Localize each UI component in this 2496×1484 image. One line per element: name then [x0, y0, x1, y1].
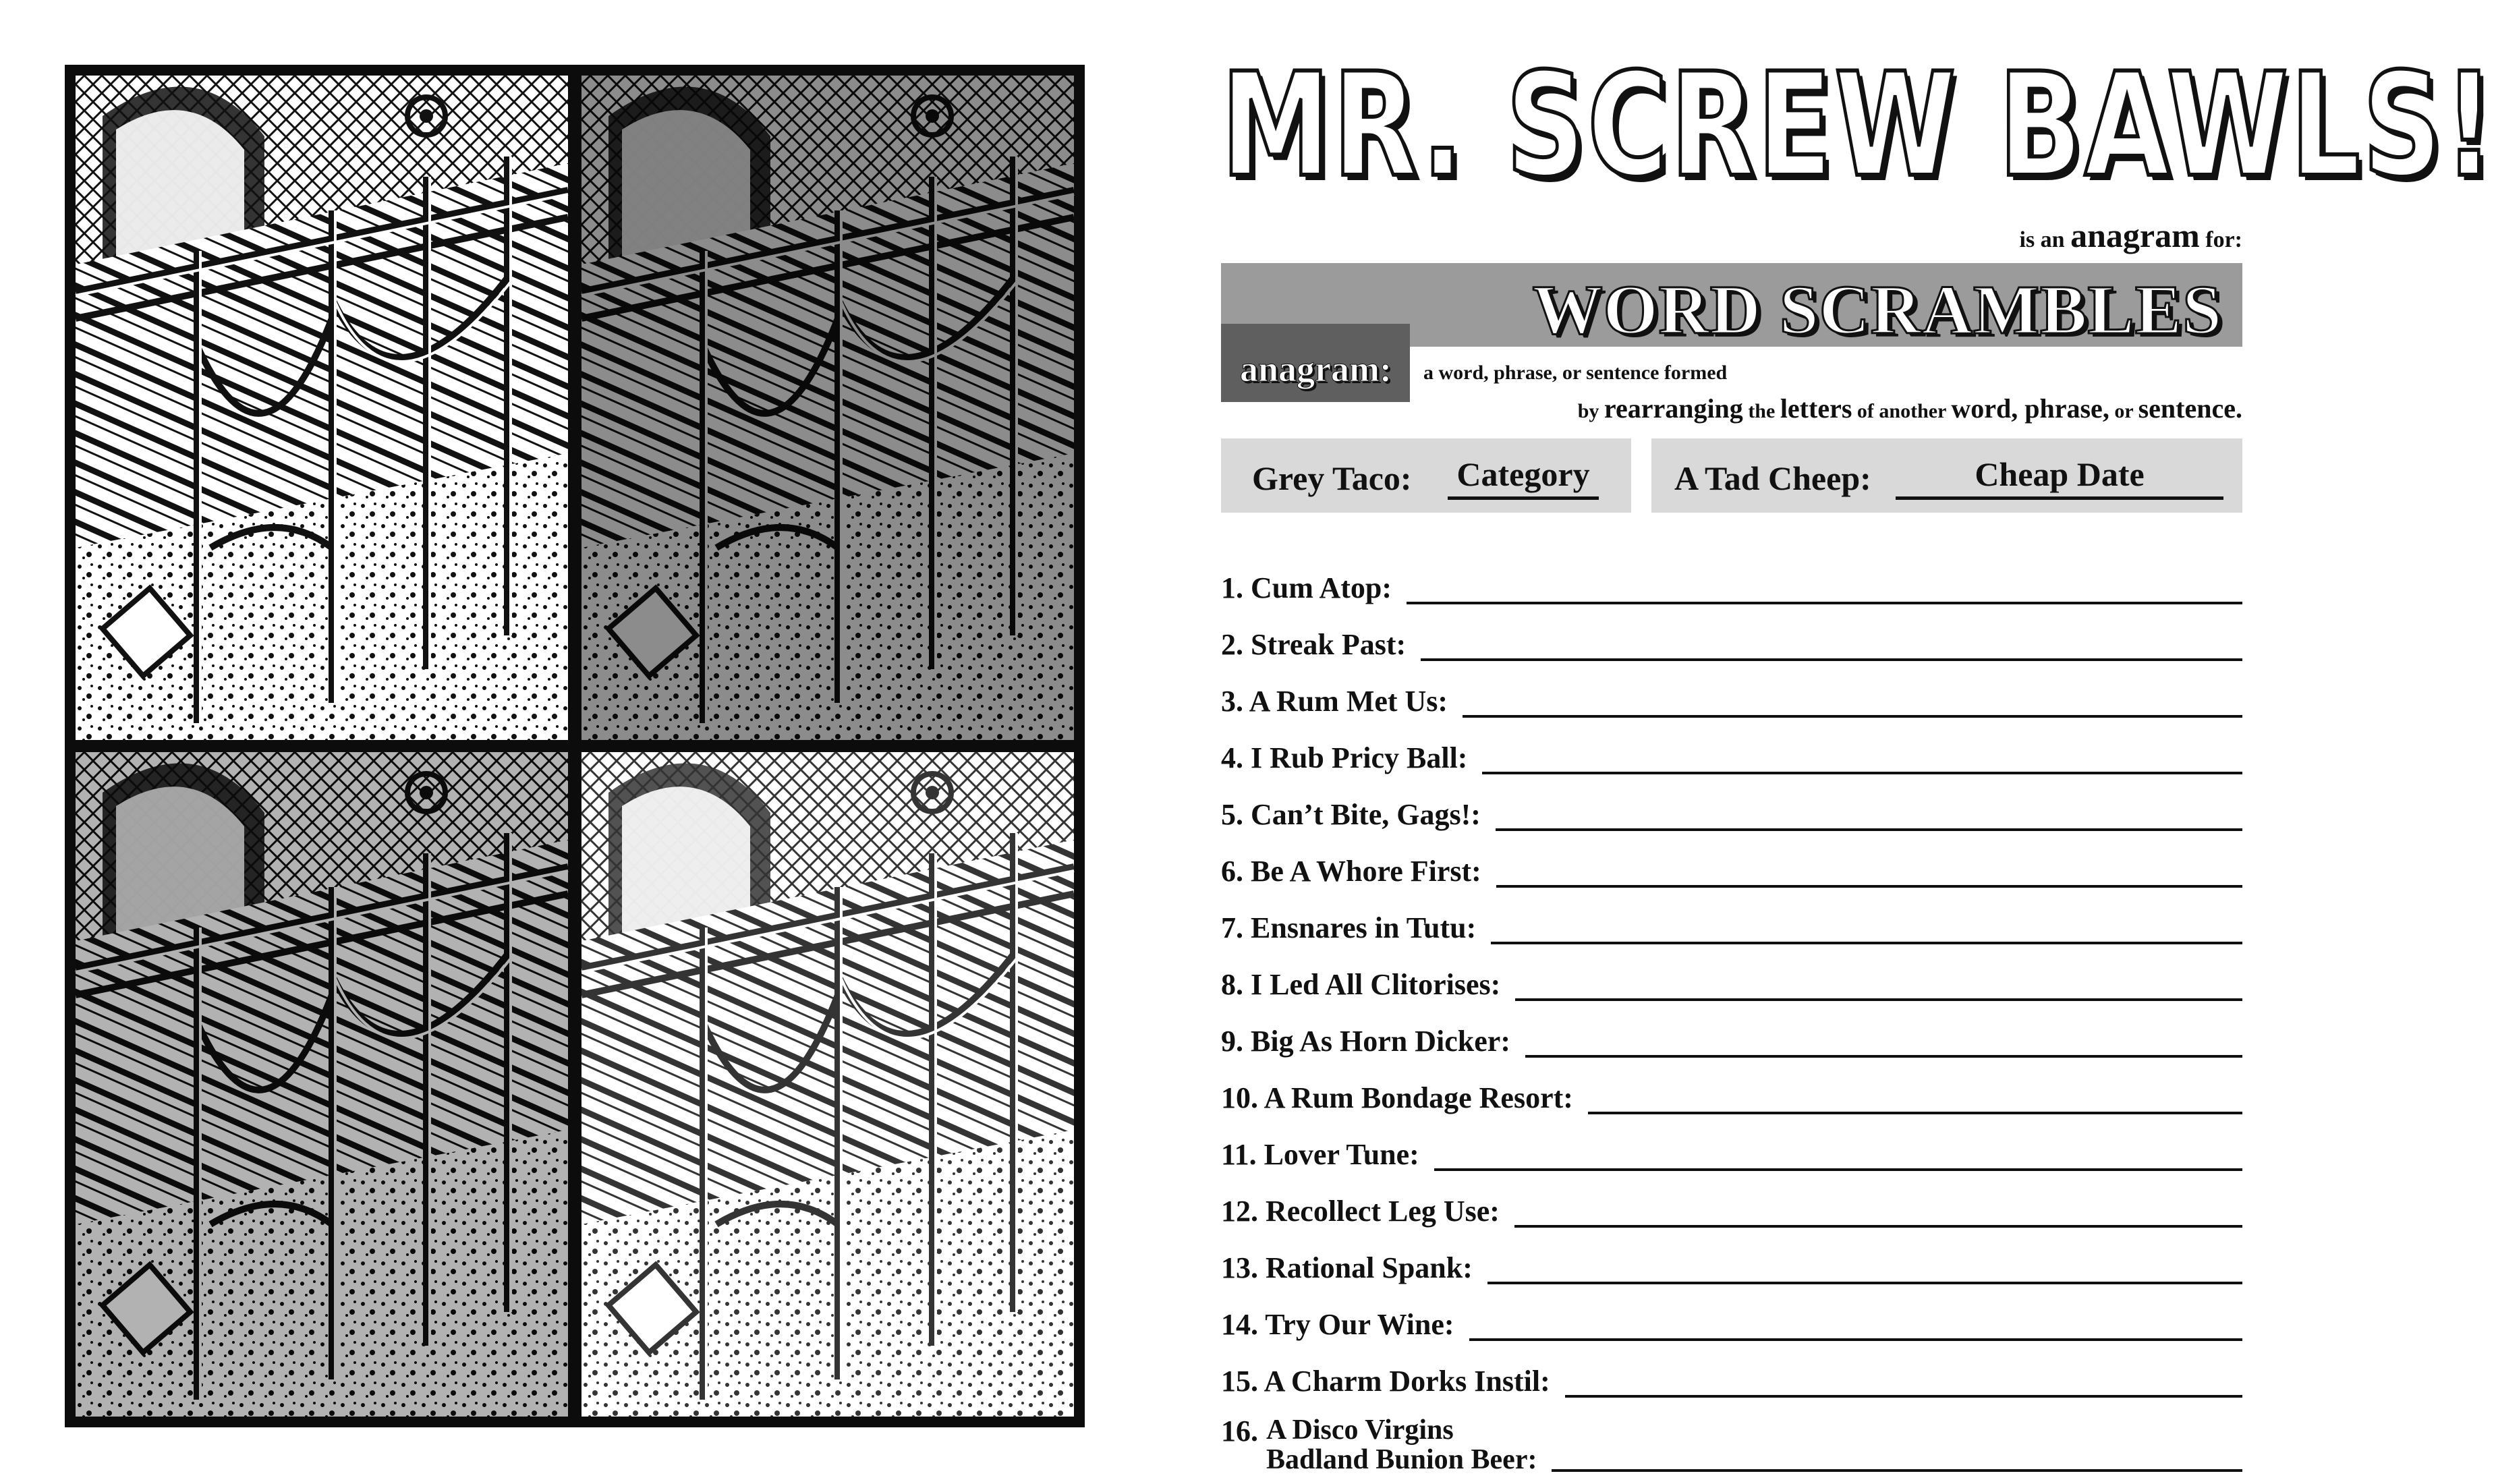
definition-label: anagram: — [1240, 349, 1392, 389]
def-word: word, phrase, — [1951, 393, 2109, 424]
banner-title: WORD SCRAMBLES — [1532, 271, 2222, 349]
collage-panel-top-right — [582, 76, 1074, 740]
example-scramble: A Tad Cheep: — [1674, 459, 1871, 497]
puzzle-label-line-2: Badland Bunion Beer: — [1266, 1444, 1537, 1475]
example-box-2 — [1651, 438, 2242, 513]
puzzle-label-two-line — [1266, 1415, 1537, 1475]
example-answer: Category — [1448, 455, 1599, 500]
puzzle-label: 8. I Led All Clitorises: — [1221, 968, 1501, 1001]
answer-line[interactable] — [1588, 1112, 2242, 1114]
puzzle-item — [1221, 963, 2242, 1004]
puzzle-item — [1221, 1077, 2242, 1117]
answer-line[interactable] — [1421, 658, 2242, 661]
puzzle-label: 14. Try Our Wine: — [1221, 1308, 1454, 1341]
puzzle-label: 10. A Rum Bondage Resort: — [1221, 1081, 1573, 1114]
subtitle-emphasis: anagram — [2070, 217, 2200, 254]
subtitle-pre: is an — [2019, 227, 2065, 252]
puzzle-label: 1. Cum Atop: — [1221, 571, 1392, 604]
puzzle-item — [1221, 1190, 2242, 1230]
puzzle-label: 5. Can’t Bite, Gags!: — [1221, 798, 1481, 831]
def-word: the — [1748, 400, 1776, 422]
example-scramble: Grey Taco: — [1252, 459, 1412, 497]
answer-line[interactable] — [1496, 828, 2242, 831]
puzzle-label: 7. Ensnares in Tutu: — [1221, 911, 1477, 944]
puzzle-label: 13. Rational Spank: — [1221, 1251, 1473, 1284]
puzzle-label: 3. A Rum Met Us: — [1221, 685, 1448, 718]
puzzle-item — [1221, 737, 2242, 777]
def-word: by — [1577, 400, 1599, 422]
def-word: letters — [1780, 393, 1852, 424]
answer-line[interactable] — [1482, 772, 2242, 774]
puzzle-label: 11. Lover Tune: — [1221, 1138, 1419, 1171]
collage-panel-bottom-right — [582, 752, 1074, 1417]
puzzle-label: 2. Streak Past: — [1221, 628, 1407, 661]
answer-line[interactable] — [1525, 1055, 2242, 1058]
answer-line[interactable] — [1515, 998, 2242, 1001]
puzzle-label: 12. Recollect Leg Use: — [1221, 1195, 1500, 1228]
puzzle-label: 9. Big As Horn Dicker: — [1221, 1025, 1510, 1058]
puzzle-item — [1221, 1020, 2242, 1060]
puzzle-item — [1221, 1247, 2242, 1287]
puzzle-item — [1221, 850, 2242, 890]
answer-line[interactable] — [1469, 1338, 2242, 1341]
example-box-1 — [1221, 438, 1631, 513]
puzzle-label-line-1: A Disco Virgins — [1266, 1414, 1454, 1446]
def-word: of another — [1856, 400, 1946, 422]
def-word: sentence. — [2138, 393, 2242, 424]
puzzle-item — [1221, 680, 2242, 720]
def-word: or — [2114, 400, 2134, 422]
answer-line[interactable] — [1463, 715, 2242, 718]
puzzle-item-16 — [1221, 1400, 2242, 1475]
puzzle-label: 6. Be A Whore First: — [1221, 855, 1481, 888]
puzzle-number: 16. — [1221, 1415, 1258, 1448]
answer-line[interactable] — [1565, 1395, 2242, 1398]
collage-panel-top-left — [76, 76, 568, 740]
definition-line-1: a word, phrase, or sentence formed — [1423, 362, 1728, 384]
answer-line[interactable] — [1491, 942, 2242, 944]
definition-label-box — [1221, 324, 1410, 402]
answer-line[interactable] — [1552, 1469, 2242, 1472]
puzzle-item — [1221, 1303, 2242, 1344]
photo-collage — [65, 65, 1085, 1427]
definition-line-2 — [1578, 393, 2242, 424]
answer-line[interactable] — [1407, 602, 2242, 604]
answer-line[interactable] — [1496, 885, 2242, 888]
anagram-subtitle — [2020, 216, 2243, 255]
puzzle-item — [1221, 567, 2242, 607]
example-answer: Cheap Date — [1896, 455, 2223, 500]
puzzle-item — [1221, 907, 2242, 947]
def-word: rearranging — [1604, 393, 1743, 424]
collage-panel-bottom-left — [76, 752, 568, 1417]
answer-line[interactable] — [1487, 1282, 2242, 1284]
puzzle-label: 15. A Charm Dorks Instil: — [1221, 1365, 1550, 1398]
puzzle-label: 4. I Rub Pricy Ball: — [1221, 741, 1468, 774]
puzzle-item — [1221, 623, 2242, 664]
answer-line[interactable] — [1434, 1168, 2242, 1171]
puzzle-item — [1221, 1133, 2242, 1174]
page-title: MR. SCREW BAWLS! — [1221, 42, 2496, 208]
puzzle-item — [1221, 793, 2242, 834]
puzzle-item — [1221, 1360, 2242, 1400]
subtitle-post: for: — [2205, 227, 2242, 252]
answer-line[interactable] — [1514, 1225, 2242, 1228]
